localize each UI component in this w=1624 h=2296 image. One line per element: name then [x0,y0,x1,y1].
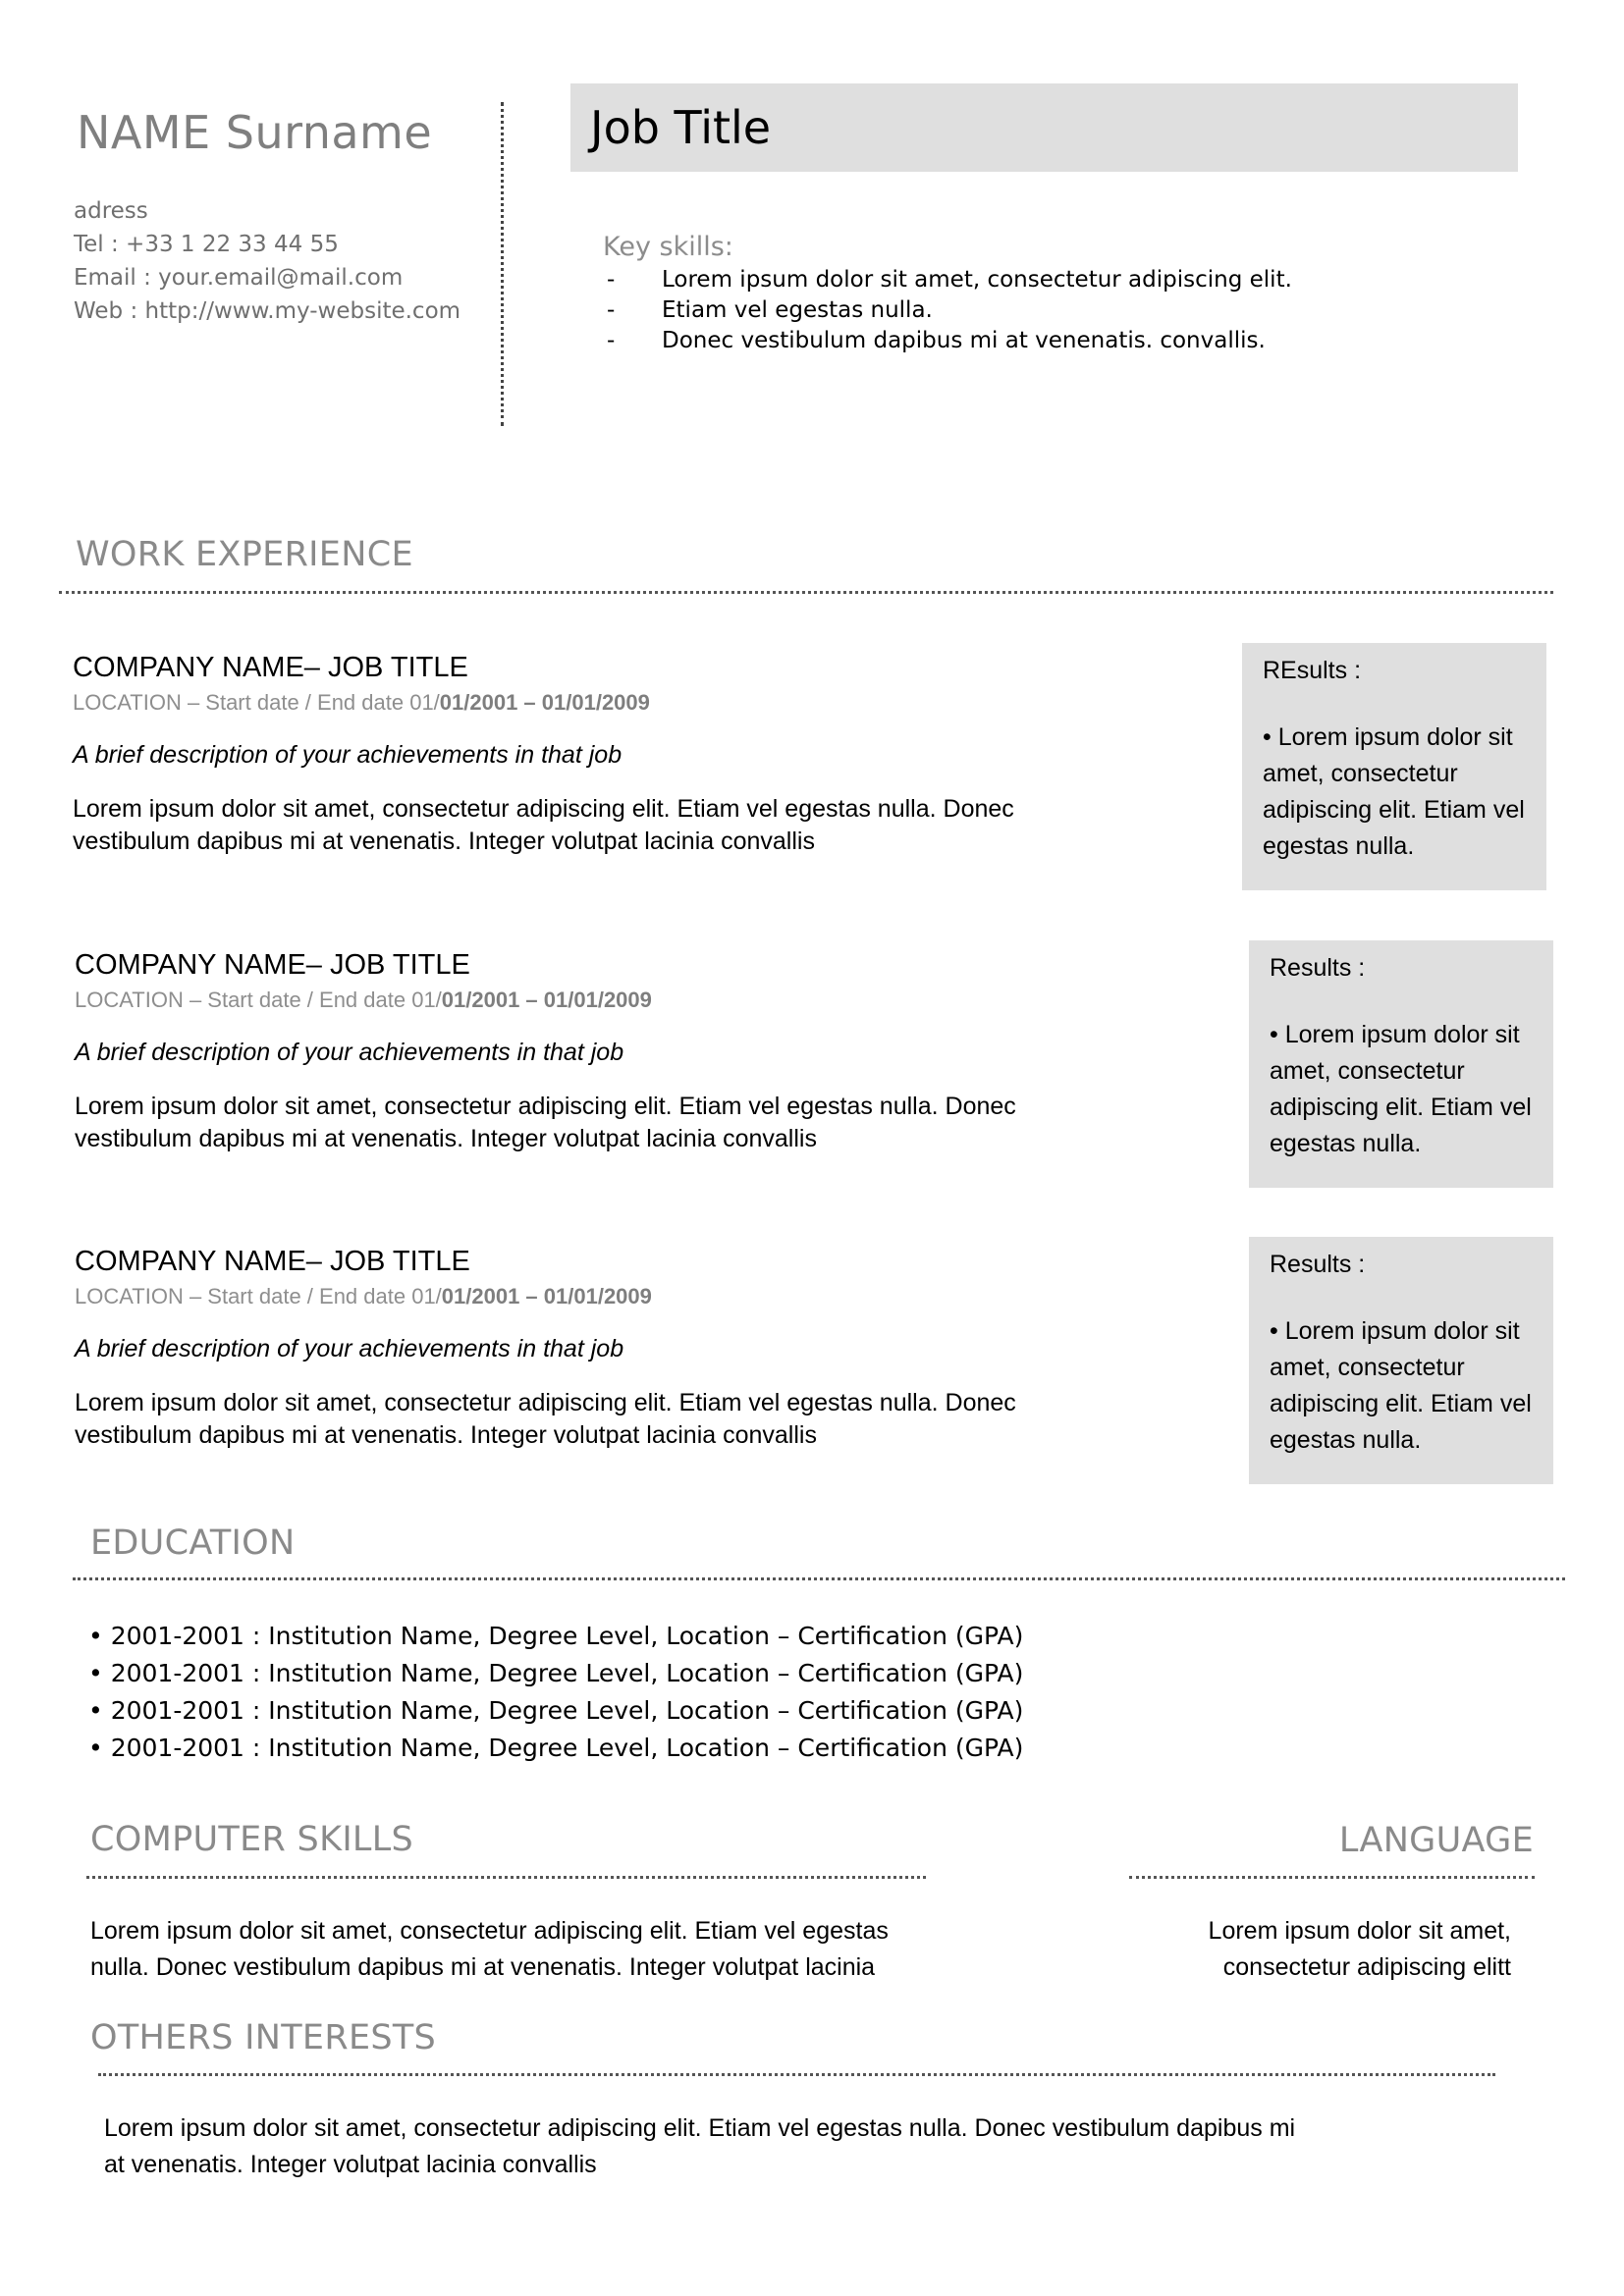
dash-bullet-icon: - [607,297,616,323]
section-divider [86,1876,926,1879]
job-body [73,793,1014,858]
section-divider [1129,1876,1535,1879]
key-skill-text: Donec vestibulum dapibus mi at venenatis. convallis. [662,328,1266,353]
computer-skills-line: Lorem ipsum dolor sit amet, consectetur adipiscing elit. Etiam vel egestas [90,1917,889,1945]
job-body-line: Lorem ipsum dolor sit amet, consectetur adipiscing elit. Etiam vel egestas nulla. Donec [75,1093,1016,1120]
job-meta-prefix: LOCATION – Start date / End date 01/ [75,988,442,1012]
job-meta [75,988,1016,1013]
section-divider [73,1577,1565,1580]
key-skills-list [607,265,1292,356]
job-body-line: Lorem ipsum dolor sit amet, consectetur adipiscing elit. Etiam vel egestas nulla. Donec [73,795,1014,823]
education-item: • 2001-2001 : Institution Name, Degree Level, Location – Certification (GPA) [88,1659,1024,1687]
dash-bullet-icon: - [607,328,616,353]
education-list [88,1618,1023,1767]
others-interests-line: at venenatis. Integer volutpat lacinia convallis [104,2151,597,2178]
job-meta [75,1284,1016,1309]
contact-tel: Tel : +33 1 22 33 44 55 [74,232,339,257]
job-title: Job Title [590,101,772,154]
job-description: A brief description of your achievements in that job [75,1335,624,1362]
key-skill-item [607,265,1292,295]
key-skill-item [607,295,1292,326]
job-body-line: vestibulum dapibus mi at venenatis. Integer volutpat lacinia convallis [75,1421,817,1449]
results-box [1242,643,1546,890]
section-title-work-experience: WORK EXPERIENCE [76,535,413,574]
contact-block [74,194,460,328]
section-title-others-interests: OTHERS INTERESTS [90,2018,437,2057]
job-body [75,1091,1016,1155]
contact-web[interactable]: Web : http://www.my-website.com [74,298,461,324]
education-item: • 2001-2001 : Institution Name, Degree Level, Location – Certification (GPA) [88,1734,1024,1762]
job-body [75,1387,1016,1452]
language-line: consectetur adipiscing elitt [1222,1953,1511,1981]
job-meta-dates: 01/2001 – 01/01/2009 [441,1284,652,1308]
job-meta-prefix: LOCATION – Start date / End date 01/ [73,690,440,715]
candidate-name: NAME Surname [77,106,433,159]
computer-skills-text [90,1913,889,1986]
contact-address: adress [74,198,148,224]
job-entry [75,1246,1016,1452]
dash-bullet-icon: - [607,267,616,293]
job-entry [73,652,1014,858]
job-title-banner [570,83,1518,172]
education-item: • 2001-2001 : Institution Name, Degree Level, Location – Certification (GPA) [88,1696,1024,1725]
job-heading: COMPANY NAME– JOB TITLE [73,652,468,683]
job-heading: COMPANY NAME– JOB TITLE [75,949,470,981]
section-divider [98,2073,1495,2076]
results-box [1249,940,1553,1188]
language-text [1209,1913,1511,1986]
job-description: A brief description of your achievements in that job [73,741,623,769]
results-title: Results : [1270,954,1366,982]
job-meta-prefix: LOCATION – Start date / End date 01/ [75,1284,442,1308]
job-body-line: vestibulum dapibus mi at venenatis. Integer volutpat lacinia convallis [73,828,815,855]
language-line: Lorem ipsum dolor sit amet, [1208,1917,1511,1945]
vertical-divider [501,102,504,426]
job-body-line: Lorem ipsum dolor sit amet, consectetur adipiscing elit. Etiam vel egestas nulla. Donec [75,1389,1016,1416]
job-body-line: vestibulum dapibus mi at venenatis. Integer volutpat lacinia convallis [75,1125,817,1152]
results-text: • Lorem ipsum dolor sit amet, consectetur adipiscing elit. Etiam vel egestas nulla. [1270,1317,1532,1454]
job-description: A brief description of your achievements in that job [75,1039,624,1066]
key-skills-label: Key skills: [603,232,733,262]
others-interests-text [104,2110,1295,2183]
others-interests-line: Lorem ipsum dolor sit amet, consectetur adipiscing elit. Etiam vel egestas nulla. Donec vestibulum dapibus mi [104,2114,1296,2142]
job-meta-dates: 01/2001 – 01/01/2009 [441,988,652,1012]
key-skill-text: Lorem ipsum dolor sit amet, consectetur adipiscing elit. [662,267,1292,293]
job-meta-dates: 01/2001 – 01/01/2009 [439,690,650,715]
section-title-language: LANGUAGE [1338,1821,1534,1860]
section-title-computer-skills: COMPUTER SKILLS [90,1820,414,1859]
results-text: • Lorem ipsum dolor sit amet, consectetur adipiscing elit. Etiam vel egestas nulla. [1263,723,1525,860]
key-skill-item [607,326,1292,356]
results-text: • Lorem ipsum dolor sit amet, consectetur adipiscing elit. Etiam vel egestas nulla. [1270,1021,1532,1157]
results-title: REsults : [1263,657,1362,684]
job-heading: COMPANY NAME– JOB TITLE [75,1246,470,1277]
computer-skills-line: nulla. Donec vestibulum dapibus mi at venenatis. Integer volutpat lacinia [90,1953,876,1981]
results-box [1249,1237,1553,1484]
section-title-education: EDUCATION [90,1523,296,1563]
education-item: • 2001-2001 : Institution Name, Degree Level, Location – Certification (GPA) [88,1622,1024,1650]
job-entry [75,949,1016,1155]
key-skill-text: Etiam vel egestas nulla. [662,297,933,323]
section-divider [59,591,1553,594]
job-meta [73,690,1014,716]
results-title: Results : [1270,1251,1366,1278]
contact-email[interactable]: Email : your.email@mail.com [74,265,404,291]
